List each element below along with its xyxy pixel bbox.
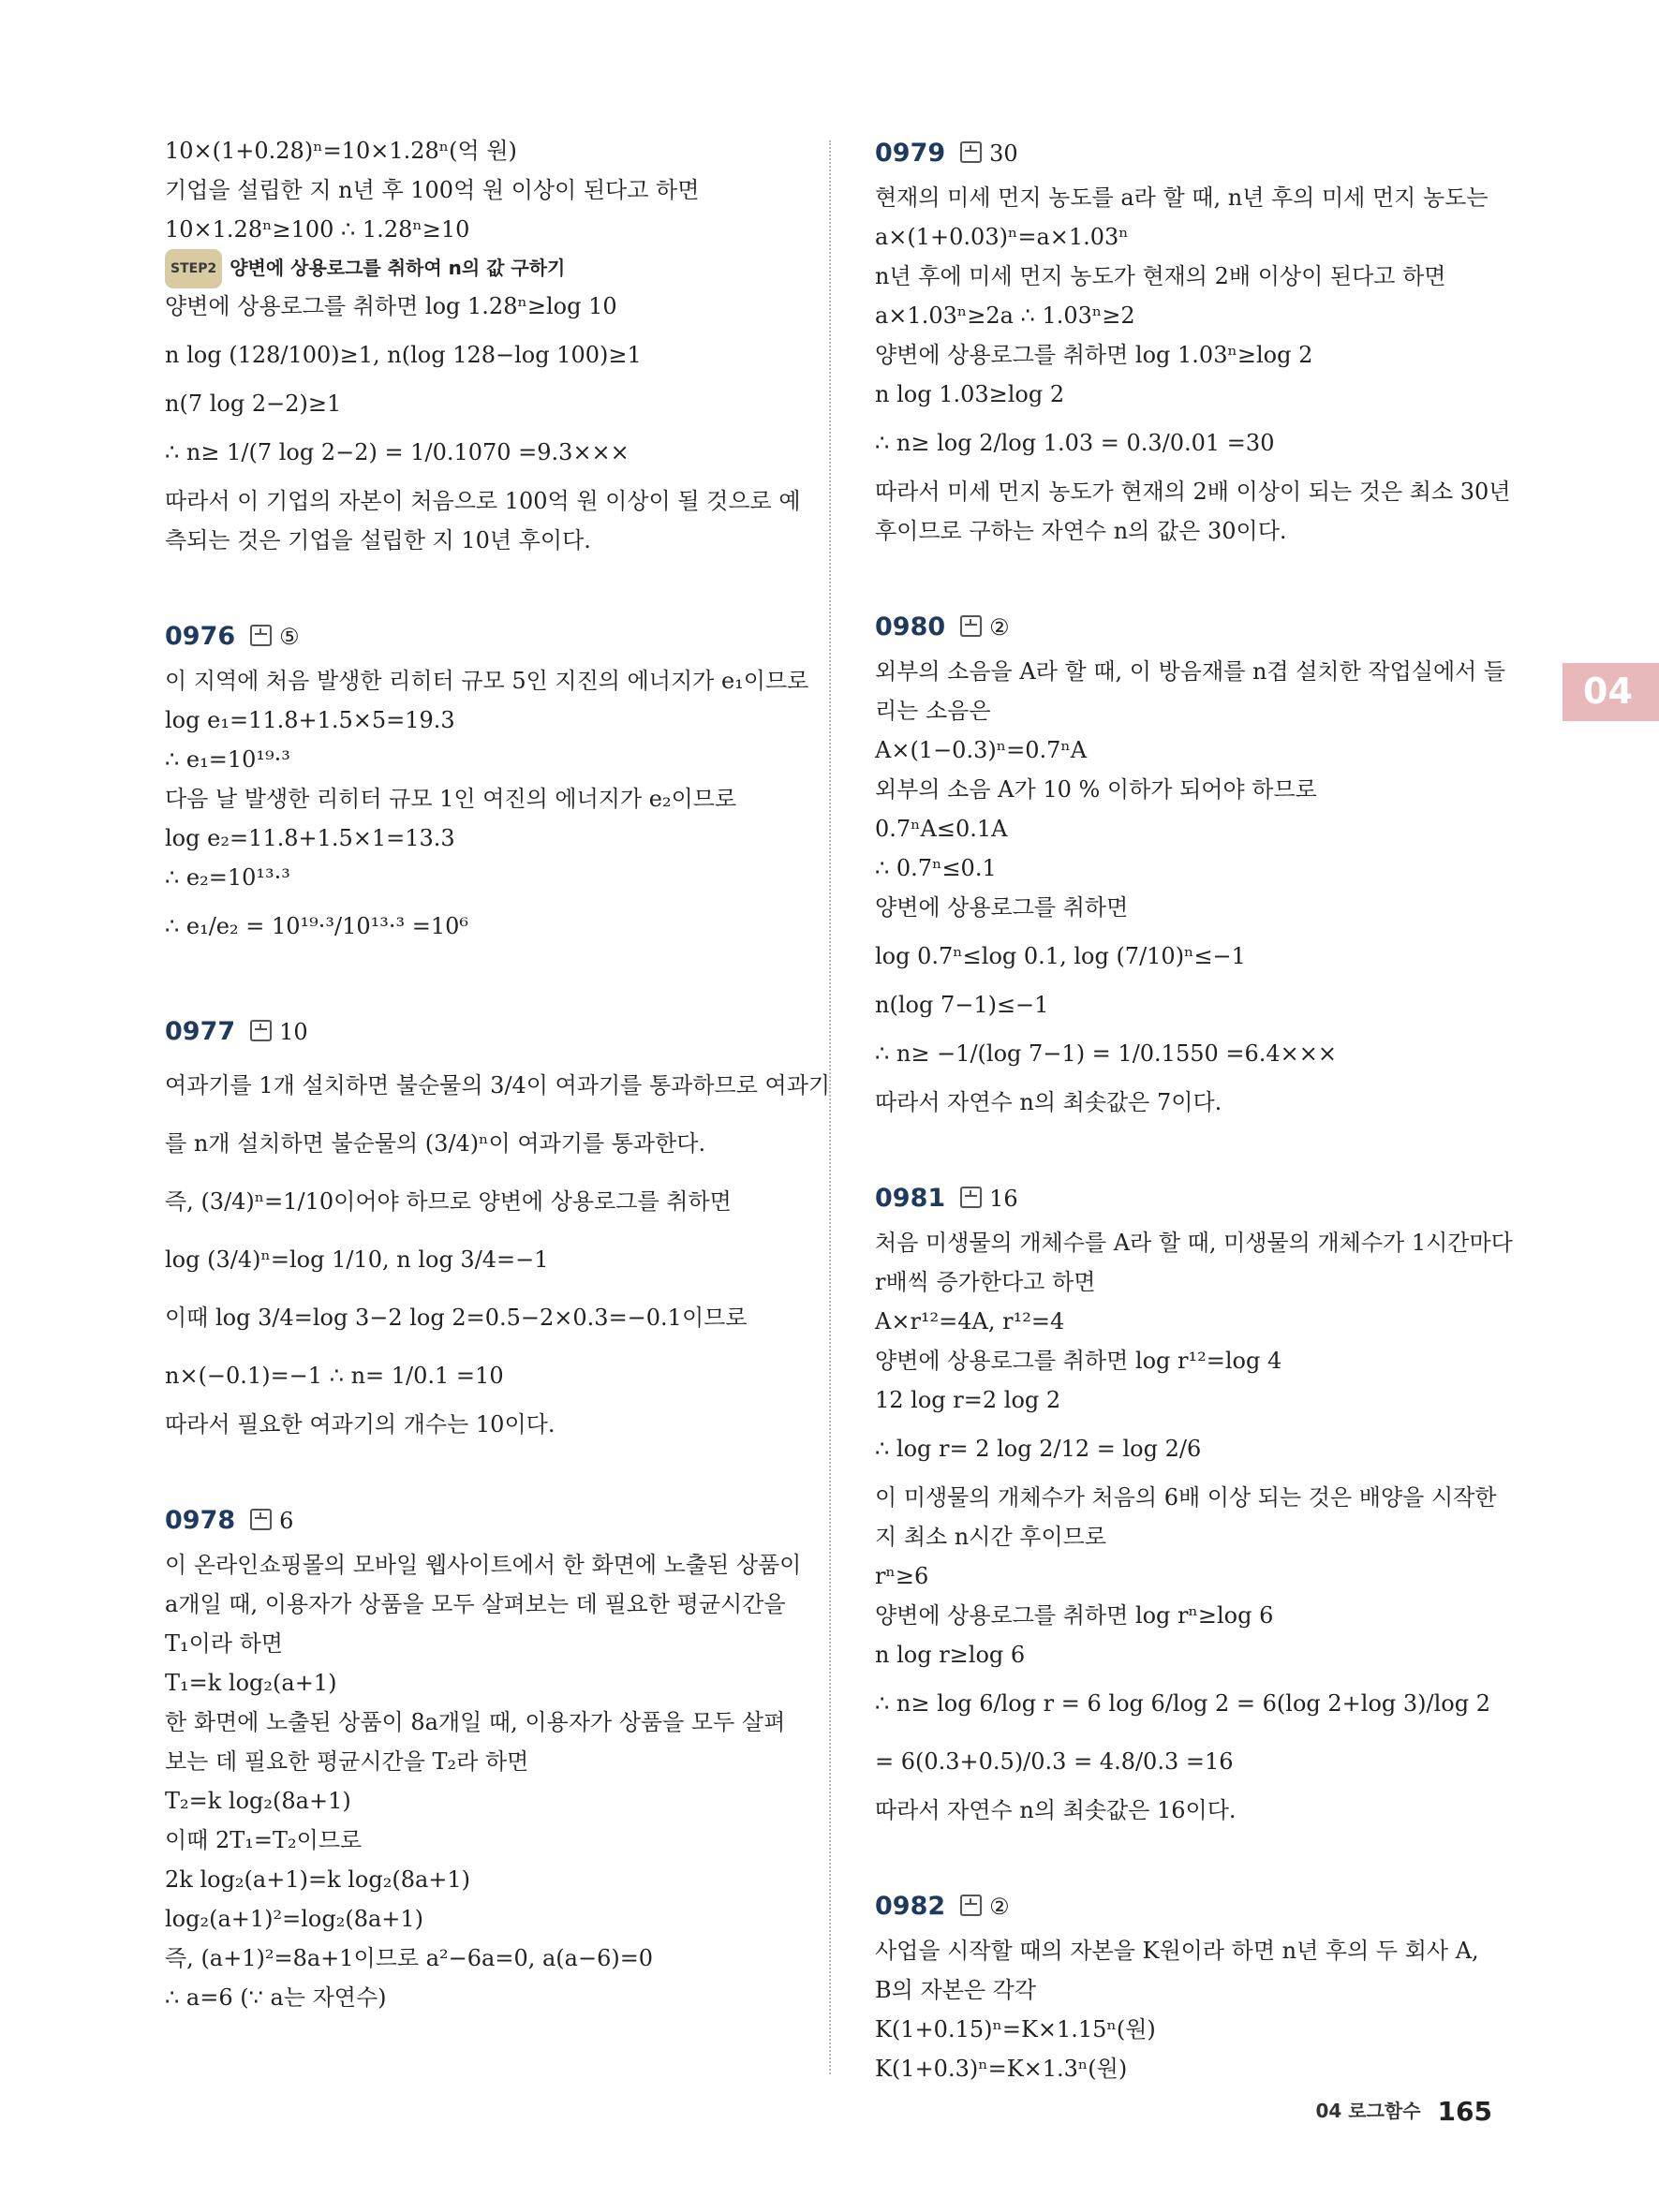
problem-header [165, 614, 787, 659]
text-line: n년 후에 미세 먼지 농도가 현재의 2배 이상이 된다고 하면 [875, 263, 1446, 289]
text-line: 외부의 소음 A가 10 % 이하가 되어야 하므로 [875, 776, 1317, 803]
step-title: 양변에 상용로그를 취하여 n의 값 구하기 [230, 257, 566, 279]
text-line: ∴ a=6 (∵ a는 자연수) [165, 1984, 387, 2011]
text-line: 측되는 것은 기업을 설립한 지 10년 후이다. [165, 527, 591, 553]
text-line: T₂=k log₂(8a+1) [165, 1788, 351, 1814]
text-line: log 0.7ⁿ≤log 0.1, log (7/10)ⁿ≤−1 [875, 943, 1246, 969]
text-line: log e₂=11.8+1.5×1=13.3 [165, 825, 455, 851]
text-line: rⁿ≥6 [875, 1563, 929, 1589]
intro-solution-block [165, 131, 801, 560]
text-line: log e₁=11.8+1.5×5=19.3 [165, 707, 455, 733]
text-line: 이때 log 3/4=log 3−2 log 2=0.5−2×0.3=−0.1이므로 [165, 1305, 748, 1331]
text-line: 리는 소음은 [875, 698, 991, 724]
text-line: = 6(0.3+0.5)/0.3 = 4.8/0.3 =16 [875, 1748, 1234, 1775]
page-footer [1315, 2096, 1492, 2127]
text-line: 사업을 시작할 때의 자본을 K원이라 하면 n년 후의 두 회사 A, [875, 1938, 1479, 1964]
text-line: n(7 log 2−2)≥1 [165, 391, 342, 417]
text-line: 이 지역에 처음 발생한 리히터 규모 5인 지진의 에너지가 e₁이므로 [165, 668, 809, 694]
text-line: n log (128/100)≥1, n(log 128−log 100)≥1 [165, 342, 642, 368]
answer-icon [960, 1895, 982, 1916]
text-line: B의 자본은 각각 [875, 1977, 1036, 2003]
text-line: 현재의 미세 먼지 농도를 a라 할 때, n년 후의 미세 먼지 농도는 [875, 184, 1489, 211]
text-line: 외부의 소음을 A라 할 때, 이 방음재를 n겹 설치한 작업실에서 들 [875, 658, 1506, 685]
text-line: n(log 7−1)≤−1 [875, 992, 1049, 1018]
text-line: 지 최소 n시간 후이므로 [875, 1524, 1106, 1550]
problem-number: 0978 [165, 1506, 236, 1535]
text-line: 를 n개 설치하면 불순물의 (3/4)ⁿ이 여과기를 통과한다. [165, 1130, 706, 1157]
problem-0978 [165, 1498, 802, 2017]
text-line: 이 미생물의 개체수가 처음의 6배 이상 되는 것은 배양을 시작한 [875, 1484, 1497, 1511]
text-line: ∴ 0.7ⁿ≤0.1 [875, 855, 997, 881]
step-heading [165, 249, 787, 287]
text-line: 양변에 상용로그를 취하면 log 1.28ⁿ≥log 10 [165, 293, 617, 319]
text-line: a×(1+0.03)ⁿ=a×1.03ⁿ [875, 224, 1129, 250]
column-divider [829, 140, 831, 2074]
step-badge: STEP2 [165, 249, 222, 288]
text-line: 한 화면에 노출된 상품이 8a개일 때, 이용자가 상품을 모두 살펴 [165, 1709, 786, 1735]
text-line: 12 log r=2 log 2 [875, 1387, 1061, 1413]
answer-icon [250, 1509, 272, 1530]
text-line: ∴ n≥ −1/(log 7−1) = 1/0.1550 =6.4××× [875, 1040, 1337, 1067]
text-line: r배씩 증가한다고 하면 [875, 1269, 1096, 1295]
text-line: 따라서 자연수 n의 최솟값은 7이다. [875, 1089, 1222, 1115]
text-line: 따라서 미세 먼지 농도가 현재의 2배 이상이 되는 것은 최소 30년 [875, 479, 1511, 505]
text-line: ∴ n≥ log 6/log r = 6 log 6/log 2 = 6(log 2+log 3)/log 2 [875, 1690, 1490, 1717]
text-line: n log 1.03≥log 2 [875, 381, 1065, 407]
text-line: 즉, (a+1)²=8a+1이므로 a²−6a=0, a(a−6)=0 [165, 1945, 654, 1971]
problem-number: 0977 [165, 1017, 236, 1046]
text-line: a×1.03ⁿ≥2a ∴ 1.03ⁿ≥2 [875, 302, 1135, 329]
chapter-tab: 04 [1563, 663, 1659, 721]
text-line: a개일 때, 이용자가 상품을 모두 살펴보는 데 필요한 평균시간을 [165, 1591, 786, 1617]
answer-icon [250, 625, 272, 646]
problem-number: 0976 [165, 622, 236, 651]
text-line: K(1+0.3)ⁿ=K×1.3ⁿ(원) [875, 2056, 1128, 2082]
text-line: 이 온라인쇼핑몰의 모바일 웹사이트에서 한 화면에 노출된 상품이 [165, 1552, 802, 1578]
text-line: 양변에 상용로그를 취하면 [875, 894, 1129, 921]
text-line: ∴ n≥ 1/(7 log 2−2) = 1/0.1070 =9.3××× [165, 439, 630, 465]
answer-value: ⑤ [279, 624, 300, 650]
problem-number: 0982 [875, 1892, 946, 1921]
problem-0976 [165, 614, 809, 955]
text-line: 보는 데 필요한 평균시간을 T₂라 하면 [165, 1748, 529, 1775]
answer-icon [960, 1187, 982, 1208]
text-line: 10×1.28ⁿ≥100 ∴ 1.28ⁿ≥10 [165, 216, 470, 243]
problem-number: 0980 [875, 612, 946, 641]
text-line: 따라서 필요한 여과기의 개수는 10이다. [165, 1411, 555, 1438]
answer-value: 30 [989, 140, 1018, 167]
footer-chapter: 04 로그함수 [1315, 2100, 1421, 2122]
text-line: n×(−0.1)=−1 ∴ n= 1/0.1 =10 [165, 1363, 504, 1389]
answer-value: ② [989, 614, 1010, 641]
text-line: T₁이라 하면 [165, 1630, 283, 1657]
problem-0981 [875, 1176, 1513, 1830]
problem-header [165, 1498, 787, 1543]
answer-icon [960, 615, 982, 637]
problem-0977 [165, 1010, 831, 1444]
text-line: 양변에 상용로그를 취하면 log r¹²=log 4 [875, 1348, 1282, 1374]
text-line: ∴ log r= 2 log 2/12 = log 2/6 [875, 1436, 1202, 1462]
text-line: 기업을 설립한 지 n년 후 100억 원 이상이 된다고 하면 [165, 177, 700, 203]
left-column [165, 131, 831, 2017]
problem-header [875, 1884, 1497, 1929]
text-line: 처음 미생물의 개체수를 A라 할 때, 미생물의 개체수가 1시간마다 [875, 1230, 1513, 1256]
problem-header [165, 1010, 787, 1054]
problem-header [875, 1176, 1497, 1221]
text-line: 다음 날 발생한 리히터 규모 1인 여진의 에너지가 e₂이므로 [165, 786, 737, 812]
answer-value: ② [989, 1894, 1010, 1920]
text-line: ∴ e₁/e₂ = 10¹⁹·³/10¹³·³ =10⁶ [165, 913, 469, 939]
text-line: A×(1−0.3)ⁿ=0.7ⁿA [875, 737, 1088, 763]
text-line: 양변에 상용로그를 취하면 log rⁿ≥log 6 [875, 1602, 1274, 1629]
answer-icon [960, 141, 982, 163]
text-line: T₁=k log₂(a+1) [165, 1670, 337, 1696]
text-line: 따라서 이 기업의 자본이 처음으로 100억 원 이상이 될 것으로 예 [165, 488, 801, 514]
answer-value: 6 [279, 1508, 294, 1534]
text-line: A×r¹²=4A, r¹²=4 [875, 1308, 1065, 1335]
problem-0980 [875, 605, 1506, 1122]
text-line: 2k log₂(a+1)=k log₂(8a+1) [165, 1866, 471, 1893]
problem-header [875, 131, 1497, 176]
text-line: ∴ e₂=10¹³·³ [165, 864, 290, 891]
text-line: 0.7ⁿA≤0.1A [875, 816, 1008, 842]
problem-number: 0979 [875, 139, 946, 168]
problem-header [875, 605, 1497, 650]
text-line: 양변에 상용로그를 취하면 log 1.03ⁿ≥log 2 [875, 342, 1313, 368]
problem-number: 0981 [875, 1184, 946, 1213]
answer-icon [250, 1020, 272, 1041]
text-line: 10×(1+0.28)ⁿ=10×1.28ⁿ(억 원) [165, 138, 517, 164]
text-line: n log r≥log 6 [875, 1642, 1026, 1668]
text-line: 후이므로 구하는 자연수 n의 값은 30이다. [875, 518, 1287, 544]
right-column [875, 131, 1513, 2088]
text-line: 여과기를 1개 설치하면 불순물의 3/4이 여과기를 통과하므로 여과기 [165, 1072, 831, 1099]
text-line: ∴ n≥ log 2/log 1.03 = 0.3/0.01 =30 [875, 430, 1275, 456]
problem-0979 [875, 131, 1511, 551]
text-line: ∴ e₁=10¹⁹·³ [165, 746, 290, 773]
text-line: log (3/4)ⁿ=log 1/10, n log 3/4=−1 [165, 1246, 549, 1273]
text-line: log₂(a+1)²=log₂(8a+1) [165, 1906, 424, 1932]
problem-0982 [875, 1884, 1497, 2088]
text-line: 따라서 자연수 n의 최솟값은 16이다. [875, 1797, 1237, 1823]
text-line: 즉, (3/4)ⁿ=1/10이어야 하므로 양변에 상용로그를 취하면 [165, 1188, 732, 1215]
text-line: K(1+0.15)ⁿ=K×1.15ⁿ(원) [875, 2016, 1156, 2042]
page-number: 165 [1437, 2096, 1492, 2127]
text-line: 이때 2T₁=T₂이므로 [165, 1827, 363, 1853]
answer-value: 16 [989, 1186, 1018, 1212]
answer-value: 10 [279, 1019, 308, 1045]
